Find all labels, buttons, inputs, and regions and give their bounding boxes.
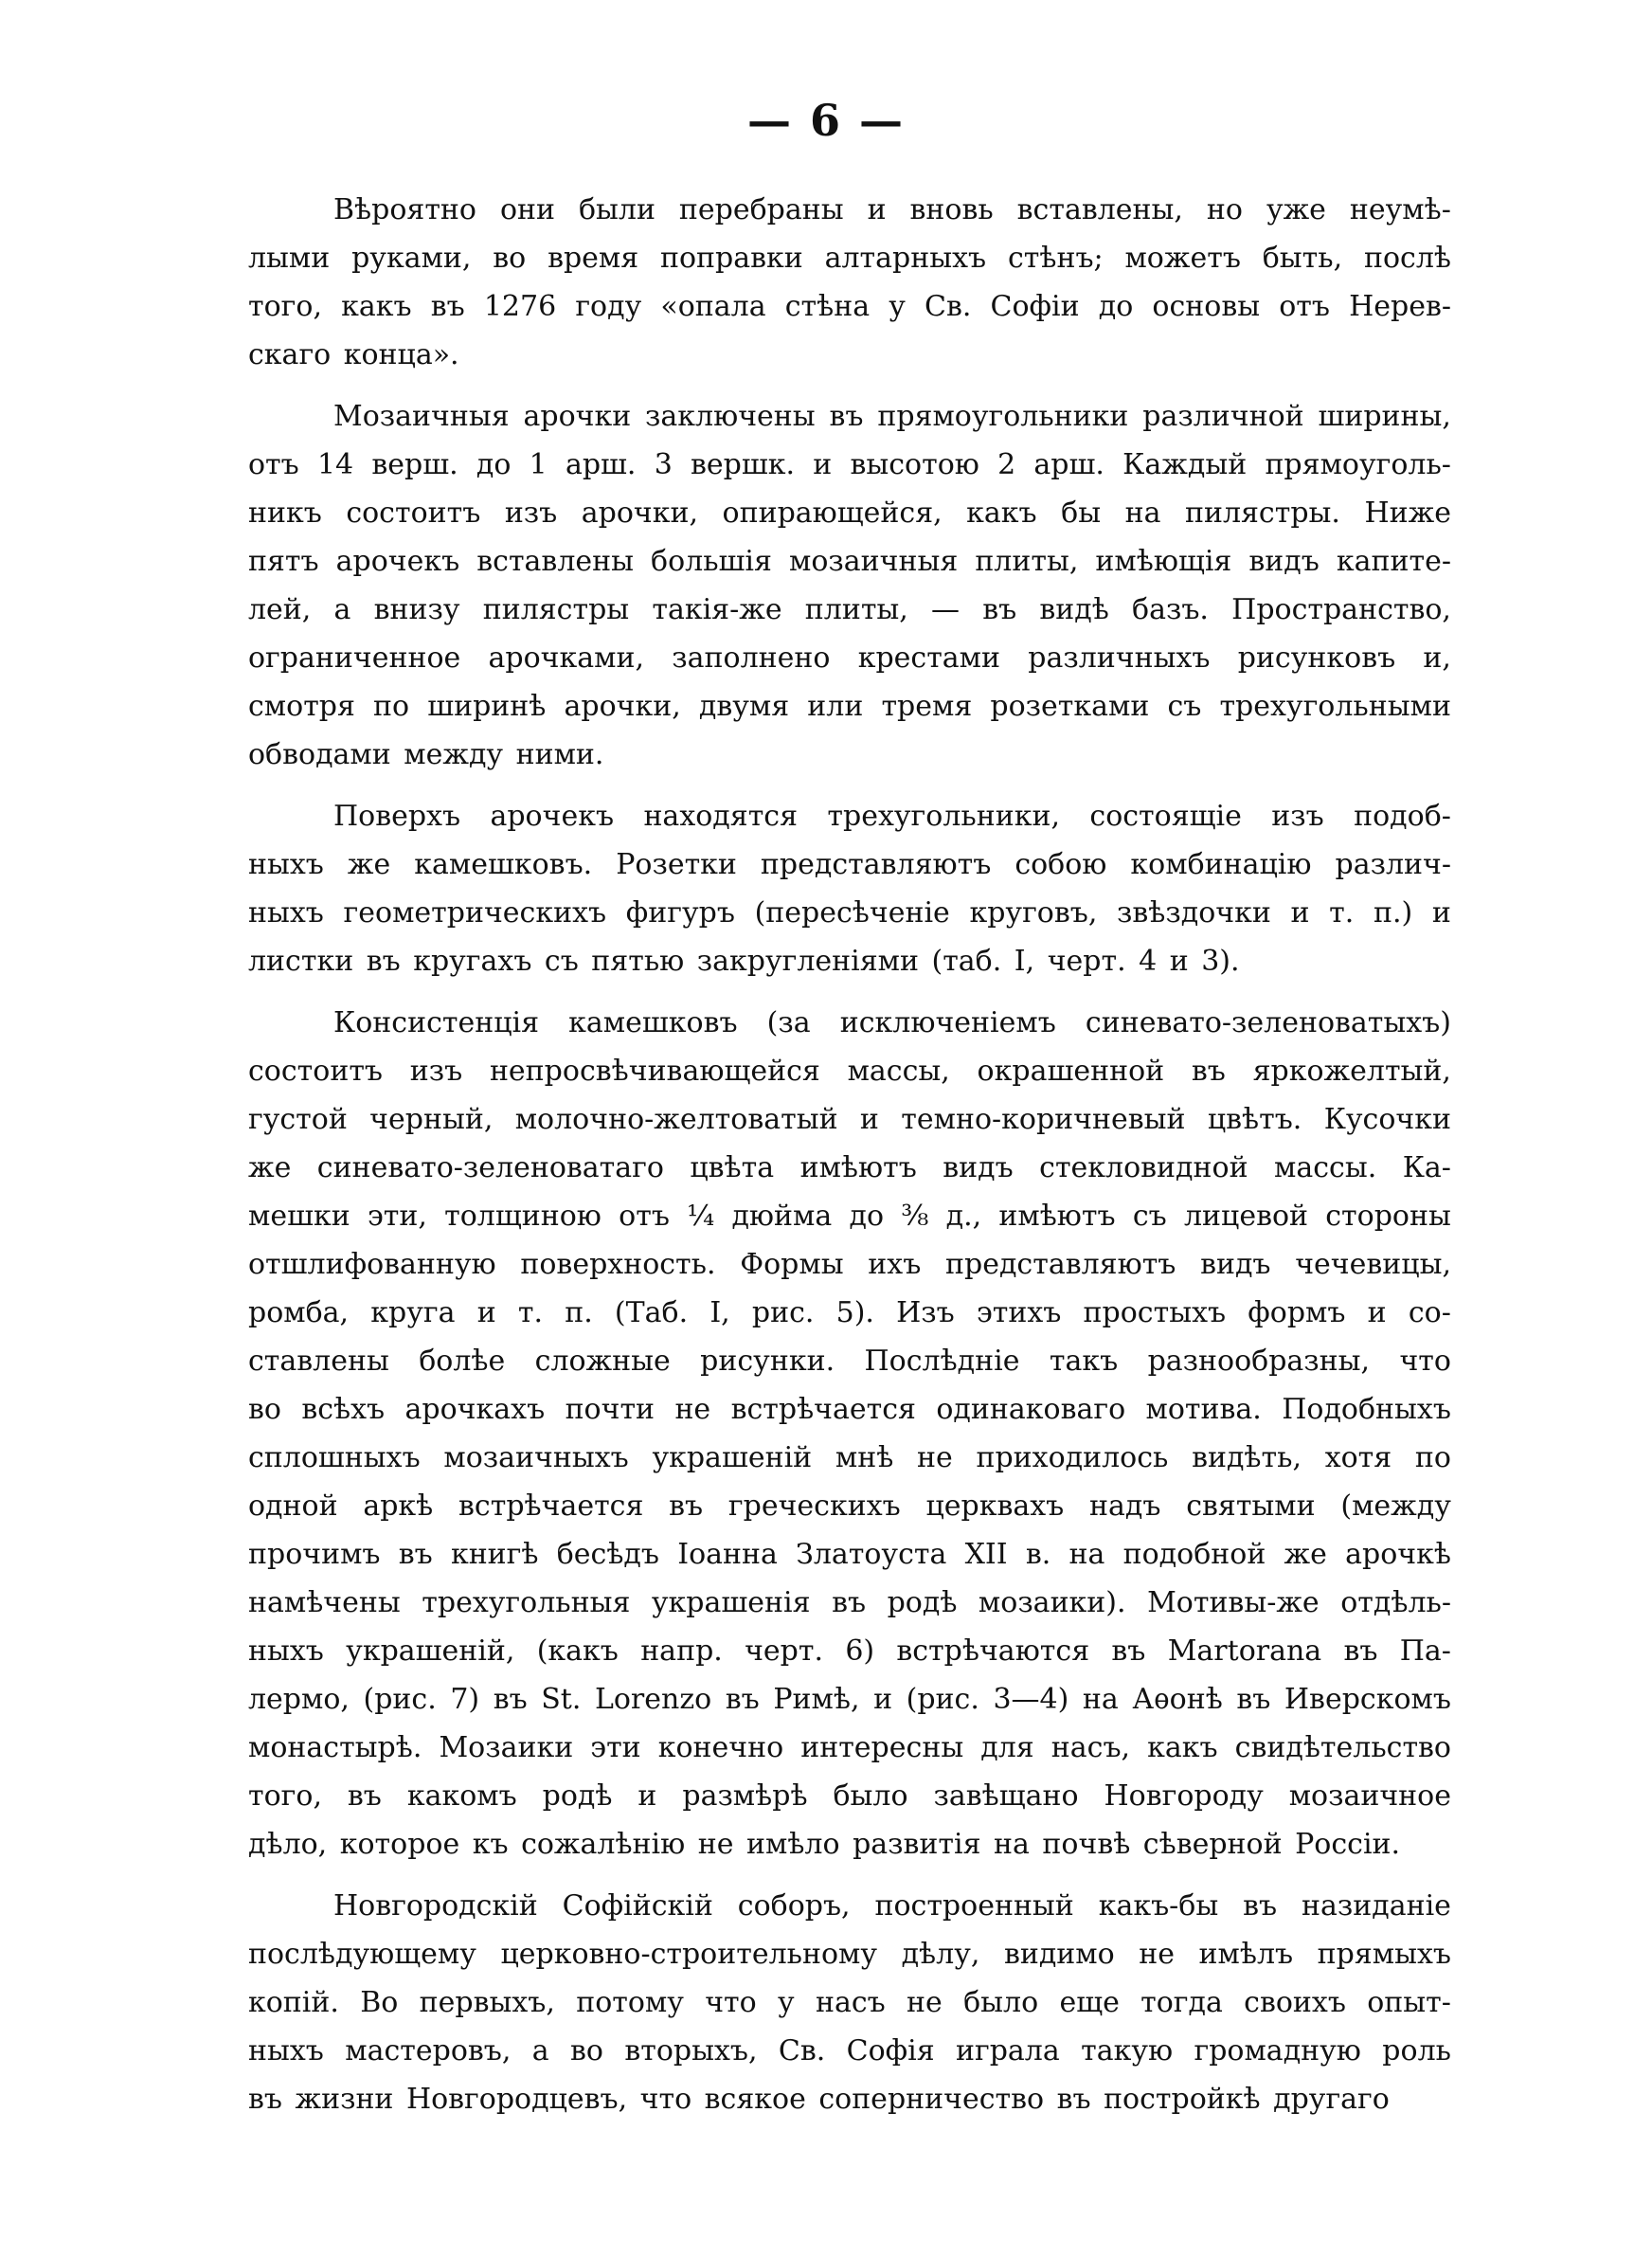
text-line: того, въ какомъ родѣ и размѣрѣ было завѣщано Новгороду мозаичное: [248, 1779, 1451, 1813]
text-line: ныхъ геометрическихъ фигуръ (пересѣченіе круговъ, звѣздочки и т. п.) и: [248, 896, 1451, 930]
page-body: [248, 186, 1451, 2137]
text-line: Вѣроятно они были перебраны и вновь вставлены, но уже неумѣ-: [333, 193, 1451, 226]
text-line: въ жизни Новгородцевъ, что всякое соперничество въ постройкѣ другаго: [248, 2083, 1390, 2116]
text-line: ограниченное арочками, заполнено крестами различныхъ рисунковъ и,: [248, 641, 1451, 675]
text-line: же синевато-зеленоватаго цвѣта имѣютъ видъ стекловидной массы. Ка-: [248, 1151, 1451, 1184]
text-line: ныхъ мастеровъ, а во вторыхъ, Св. Софія играла такую громадную роль: [248, 2034, 1451, 2067]
text-line: состоитъ изъ непросвѣчивающейся массы, окрашенной въ яркожелтый,: [248, 1055, 1451, 1088]
text-line: ромба, круга и т. п. (Таб. I, рис. 5). Изъ этихъ простыхъ формъ и со-: [248, 1296, 1451, 1329]
text-line: смотря по ширинѣ арочки, двумя или тремя розетками съ трехугольными: [248, 690, 1451, 723]
text-line: ныхъ же камешковъ. Розетки представляютъ собою комбинацію различ-: [248, 848, 1451, 881]
text-line: густой черный, молочно-желтоватый и темно-коричневый цвѣтъ. Кусочки: [248, 1103, 1451, 1136]
text-line: листки въ кругахъ съ пятью закругленіями (таб. I, черт. 4 и 3).: [248, 945, 1240, 978]
text-line: лермо, (рис. 7) въ St. Lorenzo въ Римѣ, и (рис. 3—4) на Аѳонѣ въ Иверскомъ: [248, 1683, 1451, 1716]
text-line: ныхъ украшеній, (какъ напр. черт. 6) встрѣчаются въ Martorana въ Па-: [248, 1634, 1451, 1668]
text-line: лей, а внизу пилястры такія-же плиты, — въ видѣ базъ. Пространство,: [248, 593, 1451, 626]
text-line: пятъ арочекъ вставлены большія мозаичныя плиты, имѣющія видъ капите-: [248, 545, 1451, 578]
text-line: мешки эти, толщиною отъ ¼ дюйма до ⅜ д., имѣютъ съ лицевой стороны: [248, 1200, 1451, 1233]
text-line: намѣчены трехугольныя украшенія въ родѣ мозаики). Мотивы-же отдѣль-: [248, 1586, 1451, 1619]
text-line: Консистенція камешковъ (за исключеніемъ синевато-зеленоватыхъ): [333, 1006, 1451, 1039]
text-line: отъ 14 верш. до 1 арш. 3 вершк. и высотою 2 арш. Каждый прямоуголь-: [248, 448, 1451, 481]
text-line: того, какъ въ 1276 году «опала стѣна у Св. Софіи до основы отъ Нерев-: [248, 290, 1451, 323]
text-line: монастырѣ. Мозаики эти конечно интересны для насъ, какъ свидѣтельство: [248, 1731, 1451, 1764]
text-line: прочимъ въ книгѣ бесѣдъ Іоанна Златоуста XII в. на подобной же арочкѣ: [248, 1538, 1451, 1571]
text-line: копій. Во первыхъ, потому что у насъ не было еще тогда своихъ опыт-: [248, 1986, 1451, 2019]
text-line: обводами между ними.: [248, 738, 604, 771]
text-line: послѣдующему церковно-строительному дѣлу, видимо не имѣлъ прямыхъ: [248, 1938, 1451, 1971]
text-line: отшлифованную поверхность. Формы ихъ представляютъ видъ чечевицы,: [248, 1248, 1451, 1281]
page-number: — 6 —: [746, 95, 906, 146]
paragraph: [248, 392, 1451, 779]
paragraph: [248, 1882, 1451, 2123]
paragraph: [248, 186, 1451, 379]
paragraph: [248, 792, 1451, 985]
text-line: сплошныхъ мозаичныхъ украшеній мнѣ не приходилось видѣть, хотя по: [248, 1441, 1451, 1474]
text-line: Поверхъ арочекъ находятся трехугольники, состоящіе изъ подоб-: [333, 800, 1451, 833]
text-line: Мозаичныя арочки заключены въ прямоугольники различной ширины,: [333, 400, 1451, 433]
text-line: одной аркѣ встрѣчается въ греческихъ церквахъ надъ святыми (между: [248, 1490, 1451, 1523]
text-line: дѣло, которое къ сожалѣнію не имѣло развитія на почвѣ сѣверной Россіи.: [248, 1828, 1401, 1861]
text-line: никъ состоитъ изъ арочки, опирающейся, какъ бы на пилястры. Ниже: [248, 497, 1451, 530]
text-line: скаго конца».: [248, 338, 459, 371]
text-line: Новгородскій Софійскій соборъ, построенный какъ-бы въ назиданіе: [333, 1889, 1451, 1923]
text-line: лыми руками, во время поправки алтарныхъ стѣнъ; можетъ быть, послѣ: [248, 242, 1451, 275]
paragraph: [248, 999, 1451, 1869]
text-line: ставлены болѣе сложные рисунки. Послѣдніе такъ разнообразны, что: [248, 1345, 1451, 1378]
text-line: во всѣхъ арочкахъ почти не встрѣчается одинаковаго мотива. Подобныхъ: [248, 1393, 1451, 1426]
